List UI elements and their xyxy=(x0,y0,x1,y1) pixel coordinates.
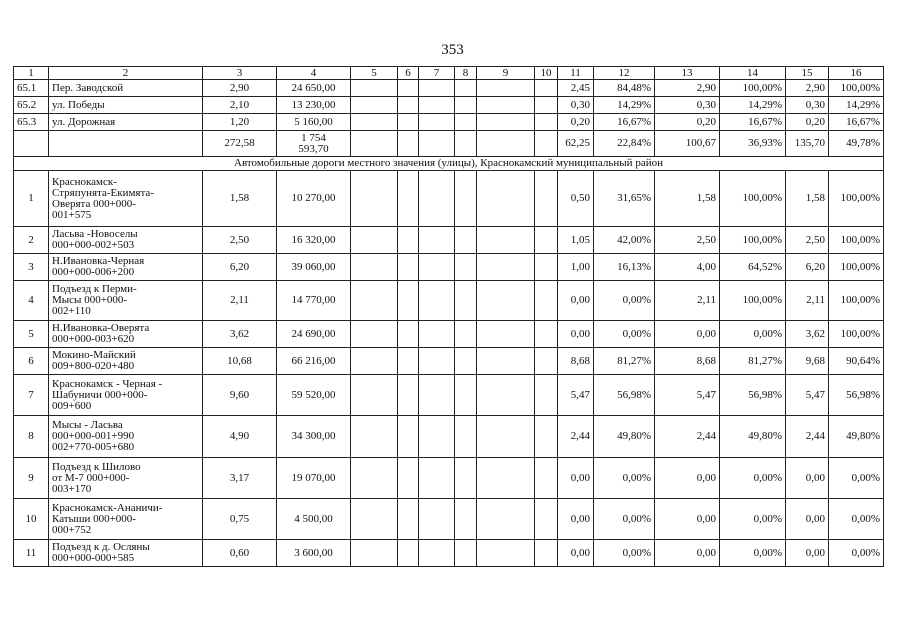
table-cell: 59 520,00 xyxy=(277,375,351,416)
table-cell-empty xyxy=(351,540,398,567)
column-number: 15 xyxy=(786,67,829,80)
table-cell: 16,13% xyxy=(594,254,655,281)
table-cell: 49,80% xyxy=(594,416,655,458)
table-cell: 10,68 xyxy=(203,348,277,375)
roads-table xyxy=(13,66,884,567)
table-cell: 64,52% xyxy=(720,254,786,281)
table-cell: 100,67 xyxy=(655,131,720,157)
table-cell: 14,29% xyxy=(594,97,655,114)
table-cell: 65.3 xyxy=(14,114,49,131)
table-cell-empty xyxy=(419,114,455,131)
table-cell: 2,11 xyxy=(786,281,829,321)
table-cell: Ласьва -Новоселы 000+000-002+503 xyxy=(49,227,203,254)
table-row xyxy=(14,114,884,131)
table-cell-empty xyxy=(398,540,419,567)
table-cell-empty xyxy=(398,375,419,416)
column-number: 9 xyxy=(477,67,535,80)
table-cell: 84,48% xyxy=(594,80,655,97)
table-cell: 0,20 xyxy=(655,114,720,131)
table-cell-empty xyxy=(351,499,398,540)
table-cell: 9,60 xyxy=(203,375,277,416)
table-cell: 0,00% xyxy=(594,321,655,348)
table-cell-empty xyxy=(351,114,398,131)
table-cell: 100,00% xyxy=(720,171,786,227)
table-cell: 2,11 xyxy=(203,281,277,321)
table-row xyxy=(14,540,884,567)
table-cell: 0,00 xyxy=(655,499,720,540)
column-number: 5 xyxy=(351,67,398,80)
table-cell-empty xyxy=(477,227,535,254)
table-cell: 0,00 xyxy=(558,281,594,321)
table-cell: 0,00 xyxy=(655,321,720,348)
table-cell: 39 060,00 xyxy=(277,254,351,281)
table-cell-empty xyxy=(419,254,455,281)
table-cell-empty xyxy=(455,114,477,131)
table-cell: 56,98% xyxy=(720,375,786,416)
table-cell: 1,20 xyxy=(203,114,277,131)
table-cell-empty xyxy=(398,254,419,281)
table-cell-empty xyxy=(477,254,535,281)
table-cell: 8,68 xyxy=(558,348,594,375)
table-cell-empty xyxy=(477,171,535,227)
table-cell: 4,00 xyxy=(655,254,720,281)
table-cell: 0,00% xyxy=(594,540,655,567)
table-cell-empty xyxy=(351,171,398,227)
table-cell-empty xyxy=(535,281,558,321)
table-cell-empty xyxy=(351,321,398,348)
table-cell: 0,00 xyxy=(655,458,720,499)
table-cell-empty xyxy=(398,171,419,227)
table-cell: 100,00% xyxy=(829,227,884,254)
table-cell: 2,11 xyxy=(655,281,720,321)
table-cell-empty xyxy=(398,321,419,348)
table-cell: 3,62 xyxy=(786,321,829,348)
table-row xyxy=(14,281,884,321)
table-cell: 0,30 xyxy=(786,97,829,114)
table-cell: 3,17 xyxy=(203,458,277,499)
table-cell: 8 xyxy=(14,416,49,458)
table-cell-empty xyxy=(398,80,419,97)
table-cell: Н.Ивановка-Черная 000+000-006+200 xyxy=(49,254,203,281)
table-cell: 272,58 xyxy=(203,131,277,157)
table-cell: 9 xyxy=(14,458,49,499)
table-cell: 65.1 xyxy=(14,80,49,97)
table-cell-empty xyxy=(398,227,419,254)
table-cell-empty xyxy=(477,321,535,348)
table-cell: 49,80% xyxy=(720,416,786,458)
table-cell-empty xyxy=(535,375,558,416)
table-cell-empty xyxy=(419,321,455,348)
table-cell: 34 300,00 xyxy=(277,416,351,458)
table-cell: 65.2 xyxy=(14,97,49,114)
table-cell-empty xyxy=(351,458,398,499)
table-cell: 1,00 xyxy=(558,254,594,281)
table-cell: 13 230,00 xyxy=(277,97,351,114)
table-cell-empty xyxy=(535,114,558,131)
table-cell: 100,00% xyxy=(829,171,884,227)
table-cell-empty xyxy=(535,97,558,114)
table-cell-empty xyxy=(351,375,398,416)
table-cell: 3,62 xyxy=(203,321,277,348)
column-number: 14 xyxy=(720,67,786,80)
table-cell: 16 320,00 xyxy=(277,227,351,254)
table-cell: Подъезд к Шилово от М-7 000+000- 003+170 xyxy=(49,458,203,499)
table-cell: 56,98% xyxy=(594,375,655,416)
table-cell-empty xyxy=(455,416,477,458)
table-row xyxy=(14,321,884,348)
table-cell: 100,00% xyxy=(829,254,884,281)
table-cell-empty xyxy=(455,375,477,416)
table-cell: 56,98% xyxy=(829,375,884,416)
table-cell-empty xyxy=(455,171,477,227)
table-cell-empty xyxy=(455,321,477,348)
table-cell-empty xyxy=(477,540,535,567)
table-cell: 0,30 xyxy=(655,97,720,114)
table-cell-empty xyxy=(398,114,419,131)
table-cell: 0,00% xyxy=(594,499,655,540)
table-row xyxy=(14,416,884,458)
table-cell: ул. Дорожная xyxy=(49,114,203,131)
table-cell-empty xyxy=(477,97,535,114)
table-cell: 6 xyxy=(14,348,49,375)
table-cell: 0,00% xyxy=(720,458,786,499)
table-cell: 3 600,00 xyxy=(277,540,351,567)
table-cell: Мысы - Ласьва 000+000-001+990 002+770-005+680 xyxy=(49,416,203,458)
table-cell: 0,00 xyxy=(558,540,594,567)
table-cell: 5,47 xyxy=(558,375,594,416)
table-cell-empty xyxy=(477,416,535,458)
table-cell-empty xyxy=(419,540,455,567)
table-cell: 0,00 xyxy=(786,540,829,567)
table-cell: 2,90 xyxy=(203,80,277,97)
table-row xyxy=(14,348,884,375)
table-cell: 9,68 xyxy=(786,348,829,375)
table-cell-empty xyxy=(455,458,477,499)
table-cell-empty xyxy=(419,375,455,416)
table-cell-empty xyxy=(535,171,558,227)
table-cell: 8,68 xyxy=(655,348,720,375)
table-cell: 24 690,00 xyxy=(277,321,351,348)
table-row xyxy=(14,80,884,97)
table-cell: 3 xyxy=(14,254,49,281)
table-cell-empty xyxy=(419,227,455,254)
table-cell: 66 216,00 xyxy=(277,348,351,375)
table-cell: 5,47 xyxy=(786,375,829,416)
table-cell: 0,00 xyxy=(786,499,829,540)
table-cell-empty xyxy=(455,80,477,97)
table-row xyxy=(14,131,884,157)
table-cell: 100,00% xyxy=(720,80,786,97)
table-cell-empty xyxy=(535,458,558,499)
table-cell: 31,65% xyxy=(594,171,655,227)
table-cell-empty xyxy=(477,281,535,321)
table-cell-empty xyxy=(477,131,535,157)
table-cell-empty xyxy=(398,281,419,321)
table-cell: 90,64% xyxy=(829,348,884,375)
table-cell-empty xyxy=(477,499,535,540)
table-cell-empty xyxy=(455,540,477,567)
table-cell: 19 070,00 xyxy=(277,458,351,499)
table-cell-empty xyxy=(535,540,558,567)
table-cell: 14,29% xyxy=(720,97,786,114)
table-cell: 0,00% xyxy=(720,321,786,348)
page-number: 353 xyxy=(441,42,464,58)
table-cell: 2,44 xyxy=(655,416,720,458)
table-cell-empty xyxy=(535,499,558,540)
table-cell: 0,00 xyxy=(655,540,720,567)
table-cell-empty xyxy=(477,80,535,97)
table-cell: 4 500,00 xyxy=(277,499,351,540)
table-cell-empty xyxy=(351,281,398,321)
table-cell: 4,90 xyxy=(203,416,277,458)
table-cell: 0,75 xyxy=(203,499,277,540)
table-cell: Краснокамск-Ананичи- Катыши 000+000- 000+752 xyxy=(49,499,203,540)
column-number: 7 xyxy=(419,67,455,80)
table-cell: 2,44 xyxy=(786,416,829,458)
table-cell: Пер. Заводской xyxy=(49,80,203,97)
table-cell-empty xyxy=(455,254,477,281)
column-number: 4 xyxy=(277,67,351,80)
table-cell-empty xyxy=(535,416,558,458)
table-cell: 22,84% xyxy=(594,131,655,157)
table-cell-empty xyxy=(535,348,558,375)
table-cell: 2,45 xyxy=(558,80,594,97)
column-number: 8 xyxy=(455,67,477,80)
table-cell: 135,70 xyxy=(786,131,829,157)
table-cell-empty xyxy=(455,499,477,540)
table-cell: 0,50 xyxy=(558,171,594,227)
table-cell: 1,58 xyxy=(655,171,720,227)
table-cell: 4 xyxy=(14,281,49,321)
table-cell: 2,50 xyxy=(203,227,277,254)
table-cell: 100,00% xyxy=(829,281,884,321)
table-cell: 5 160,00 xyxy=(277,114,351,131)
table-cell-empty xyxy=(351,80,398,97)
table-cell-empty xyxy=(477,348,535,375)
table-cell: 2,44 xyxy=(558,416,594,458)
column-number: 10 xyxy=(535,67,558,80)
table-cell-empty xyxy=(535,321,558,348)
table-cell-empty xyxy=(455,348,477,375)
table-cell-empty xyxy=(477,114,535,131)
table-cell: 2,10 xyxy=(203,97,277,114)
table-cell-empty xyxy=(419,171,455,227)
table-cell: 11 xyxy=(14,540,49,567)
table-cell: 100,00% xyxy=(829,80,884,97)
table-cell: 5,47 xyxy=(655,375,720,416)
table-row xyxy=(14,97,884,114)
table-cell: 0,00% xyxy=(594,281,655,321)
column-number: 13 xyxy=(655,67,720,80)
table-cell: 5 xyxy=(14,321,49,348)
table-cell: 1,58 xyxy=(203,171,277,227)
table-cell: 2,50 xyxy=(786,227,829,254)
table-cell: 0,00% xyxy=(829,540,884,567)
table-cell: 10 270,00 xyxy=(277,171,351,227)
table-cell-empty xyxy=(455,227,477,254)
table-cell: 0,00 xyxy=(558,499,594,540)
table-cell-empty xyxy=(351,97,398,114)
table-cell: 0,60 xyxy=(203,540,277,567)
table-cell: Подъезд к Перми- Мысы 000+000- 002+110 xyxy=(49,281,203,321)
table-cell: 6,20 xyxy=(786,254,829,281)
table-cell: 0,20 xyxy=(786,114,829,131)
table-cell-empty xyxy=(398,458,419,499)
table-cell: Подъезд к д. Осляны 000+000-000+585 xyxy=(49,540,203,567)
table-cell: 24 650,00 xyxy=(277,80,351,97)
table-cell: 36,93% xyxy=(720,131,786,157)
table-cell-empty xyxy=(419,131,455,157)
table-cell: 7 xyxy=(14,375,49,416)
table-cell: 16,67% xyxy=(829,114,884,131)
table-cell-empty xyxy=(535,80,558,97)
table-row xyxy=(14,499,884,540)
table-cell-empty xyxy=(14,131,49,157)
table-cell-empty xyxy=(419,80,455,97)
table-row xyxy=(14,254,884,281)
table-cell: 42,00% xyxy=(594,227,655,254)
table-cell: 0,00% xyxy=(594,458,655,499)
table-cell-empty xyxy=(351,348,398,375)
table-cell: 16,67% xyxy=(594,114,655,131)
table-cell: 100,00% xyxy=(720,227,786,254)
table-cell: 0,00% xyxy=(829,458,884,499)
table-cell-empty xyxy=(477,375,535,416)
table-cell-empty xyxy=(351,254,398,281)
column-number-row xyxy=(14,67,884,80)
table-cell: 0,00 xyxy=(558,321,594,348)
table-cell-empty xyxy=(398,348,419,375)
table-cell-empty xyxy=(351,227,398,254)
table-cell: 81,27% xyxy=(720,348,786,375)
table-cell-empty xyxy=(477,458,535,499)
table-cell: 6,20 xyxy=(203,254,277,281)
table-cell: 2,90 xyxy=(786,80,829,97)
table-cell-empty xyxy=(455,131,477,157)
table-cell: 16,67% xyxy=(720,114,786,131)
table-cell: 49,78% xyxy=(829,131,884,157)
table-cell-empty xyxy=(535,227,558,254)
table-cell-empty xyxy=(49,131,203,157)
column-number: 6 xyxy=(398,67,419,80)
table-cell: 1 xyxy=(14,171,49,227)
table-cell: 14 770,00 xyxy=(277,281,351,321)
table-cell-empty xyxy=(419,416,455,458)
table-cell: 10 xyxy=(14,499,49,540)
table-cell: 100,00% xyxy=(720,281,786,321)
table-cell: 0,00% xyxy=(720,540,786,567)
table-cell: 2 xyxy=(14,227,49,254)
table-cell-empty xyxy=(535,131,558,157)
table-cell-empty xyxy=(419,281,455,321)
table-cell: Мокино-Майский 009+800-020+480 xyxy=(49,348,203,375)
table-cell: 0,00% xyxy=(829,499,884,540)
table-cell: 2,50 xyxy=(655,227,720,254)
table-cell-empty xyxy=(398,131,419,157)
table-row xyxy=(14,458,884,499)
table-row xyxy=(14,227,884,254)
table-cell: 2,90 xyxy=(655,80,720,97)
table-cell-empty xyxy=(535,254,558,281)
column-number: 1 xyxy=(14,67,49,80)
column-number: 16 xyxy=(829,67,884,80)
table-cell-empty xyxy=(351,131,398,157)
table-cell: 0,20 xyxy=(558,114,594,131)
table-cell-empty xyxy=(455,281,477,321)
column-number: 3 xyxy=(203,67,277,80)
table-cell-empty xyxy=(351,416,398,458)
table-cell-empty xyxy=(455,97,477,114)
table-cell-empty xyxy=(398,97,419,114)
section-title: Автомобильные дороги местного значения (улицы), Краснокамский муниципальный район xyxy=(14,157,884,171)
table-cell: 100,00% xyxy=(829,321,884,348)
table-cell-empty xyxy=(419,458,455,499)
table-cell: 1 754 593,70 xyxy=(277,131,351,157)
table-cell: 1,05 xyxy=(558,227,594,254)
table-cell: Н.Ивановка-Оверята 000+000-003+620 xyxy=(49,321,203,348)
table-cell: Краснокамск- Стряпунята-Екимята- Оверята 000+000- 001+575 xyxy=(49,171,203,227)
table-cell-empty xyxy=(398,499,419,540)
column-number: 12 xyxy=(594,67,655,80)
table-cell-empty xyxy=(419,499,455,540)
table-cell: 62,25 xyxy=(558,131,594,157)
table-cell: 0,30 xyxy=(558,97,594,114)
table-cell-empty xyxy=(398,416,419,458)
table-row xyxy=(14,171,884,227)
table-row xyxy=(14,375,884,416)
table-cell: Краснокамск - Черная - Шабуничи 000+000- 009+600 xyxy=(49,375,203,416)
table-cell: 0,00 xyxy=(786,458,829,499)
column-number: 11 xyxy=(558,67,594,80)
table-cell: 0,00 xyxy=(558,458,594,499)
table-cell-empty xyxy=(419,97,455,114)
section-title-row xyxy=(14,157,884,171)
table-cell: 0,00% xyxy=(720,499,786,540)
table-cell: 14,29% xyxy=(829,97,884,114)
table-cell: ул. Победы xyxy=(49,97,203,114)
table-cell-empty xyxy=(419,348,455,375)
table-cell: 1,58 xyxy=(786,171,829,227)
table-cell: 49,80% xyxy=(829,416,884,458)
column-number: 2 xyxy=(49,67,203,80)
table-cell: 81,27% xyxy=(594,348,655,375)
